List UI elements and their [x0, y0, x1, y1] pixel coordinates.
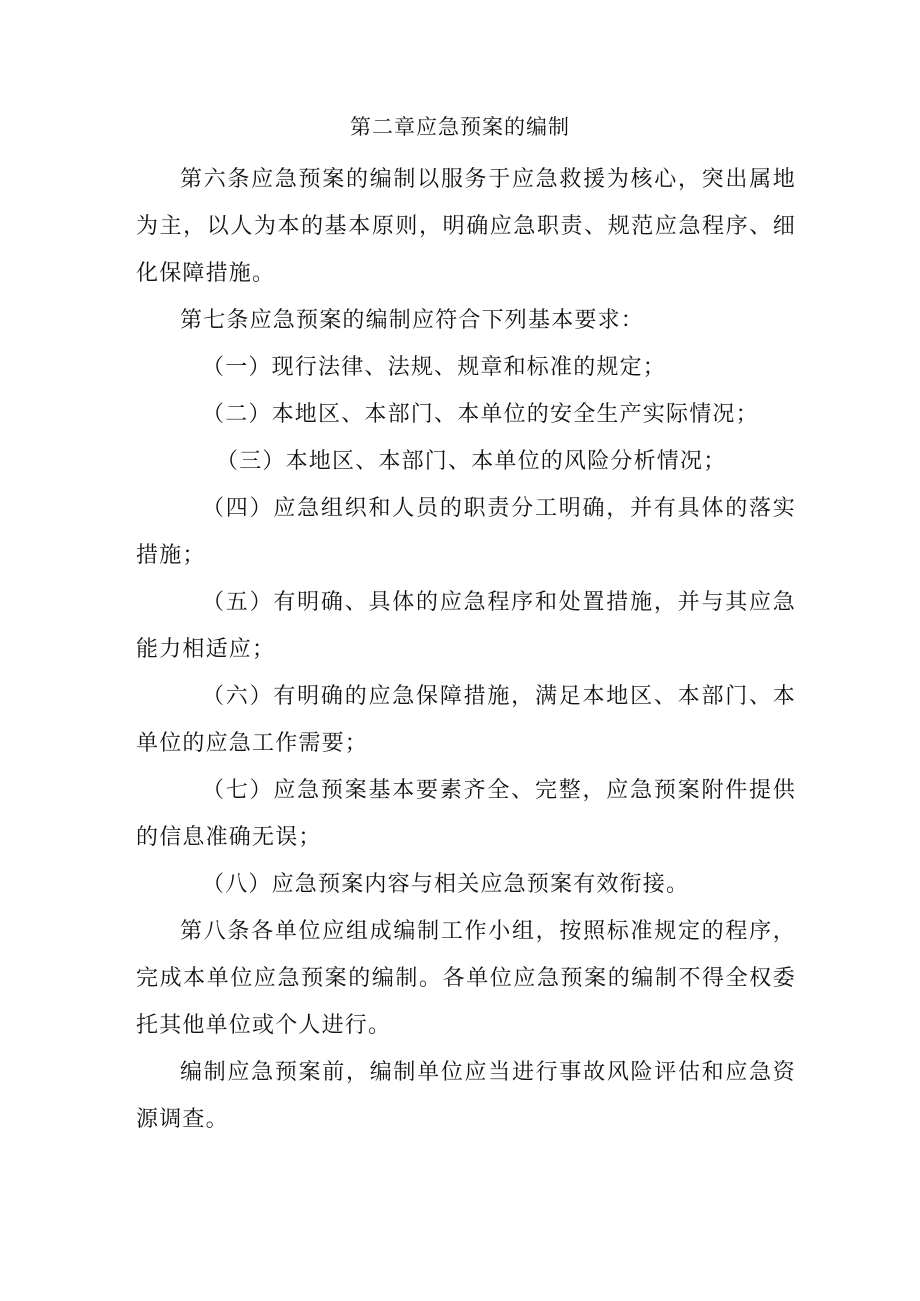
article-6: 第六条应急预案的编制以服务于应急救援为核心，突出属地为主，以人为本的基本原则，明确应急职责、规范应急程序、细化保障措施。 — [136, 167, 796, 286]
article-7-intro: 第七条应急预案的编制应符合下列基本要求： — [180, 308, 645, 333]
chapter-title: 第二章应急预案的编制 — [350, 115, 570, 139]
pre-compile-note: 编制应急预案前，编制单位应当进行事故风险评估和应急资源调查。 — [136, 1060, 796, 1132]
requirement-3: （三）本地区、本部门、本单位的风险分析情况； — [216, 449, 727, 474]
requirement-6: （六）有明确的应急保障措施，满足本地区、本部门、本单位的应急工作需要； — [136, 684, 796, 756]
requirement-5: （五）有明确、具体的应急程序和处置措施，并与其应急能力相适应； — [136, 590, 796, 662]
requirement-8: （八）应急预案内容与相关应急预案有效衔接。 — [202, 872, 690, 897]
article-8: 第八条各单位应组成编制工作小组，按照标准规定的程序，完成本单位应急预案的编制。各单位应急预案的编制不得全权委托其他单位或个人进行。 — [136, 919, 796, 1038]
requirement-2: （二）本地区、本部门、本单位的安全生产实际情况； — [202, 402, 759, 427]
requirement-4: （四）应急组织和人员的职责分工明确，并有具体的落实措施； — [136, 496, 796, 568]
document-body — [136, 156, 796, 1143]
requirement-7: （七）应急预案基本要素齐全、完整，应急预案附件提供的信息准确无误； — [136, 778, 796, 850]
requirement-1: （一）现行法律、法规、规章和标准的规定； — [202, 355, 667, 380]
